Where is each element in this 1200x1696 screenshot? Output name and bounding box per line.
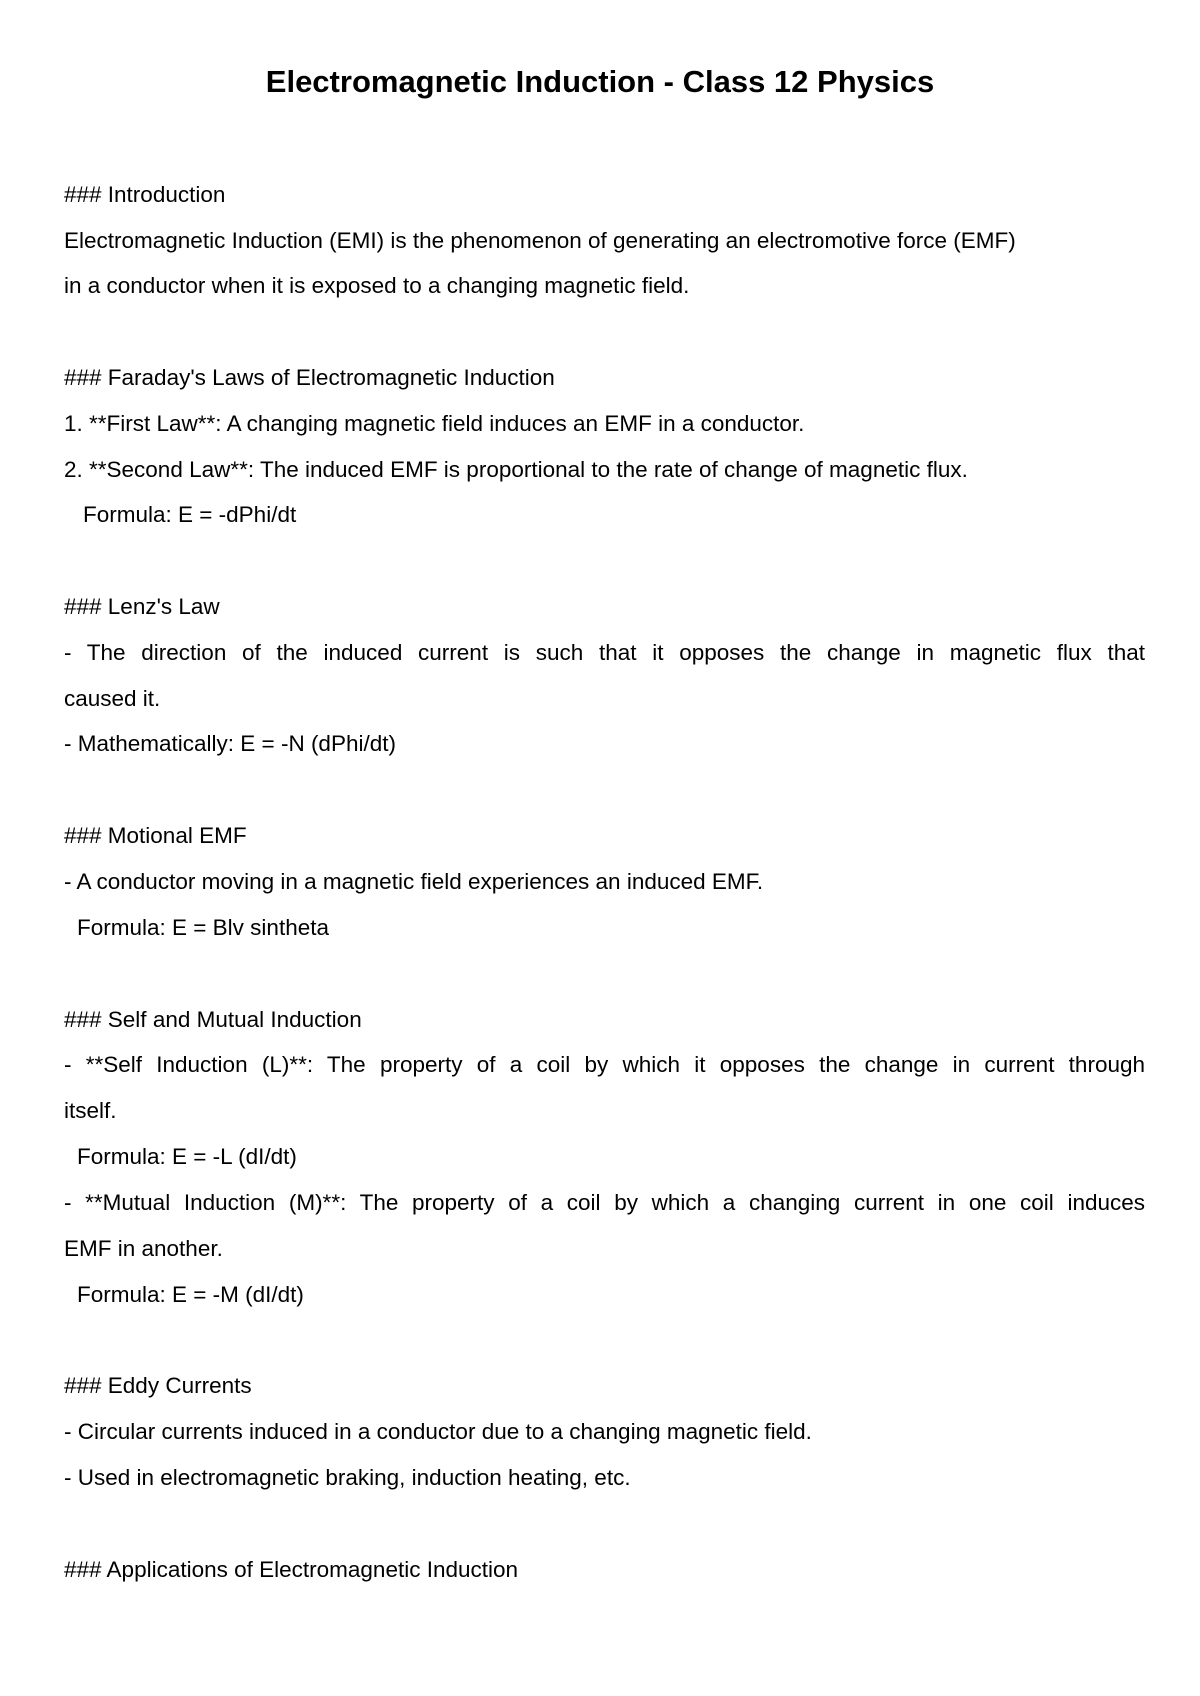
formula-line: Formula: E = -L (dI/dt) xyxy=(77,1144,297,1169)
list-item: - Circular currents induced in a conductor due to a changing magnetic field. xyxy=(64,1419,812,1444)
heading-self-mutual-induction: ### Self and Mutual Induction xyxy=(64,1007,362,1032)
formula-line: Formula: E = Blv sintheta xyxy=(77,915,329,940)
paragraph-line: in a conductor when it is exposed to a changing magnetic field. xyxy=(64,273,690,298)
list-item: - **Mutual Induction (M)**: The property of a coil by which a changing current in one coil induces xyxy=(64,1190,1145,1215)
list-item: - The direction of the induced current is such that it opposes the change in magnetic flux that xyxy=(64,640,1145,665)
list-item: - A conductor moving in a magnetic field experiences an induced EMF. xyxy=(64,869,764,894)
heading-faradays-laws: ### Faraday's Laws of Electromagnetic Induction xyxy=(64,365,555,390)
list-item: - **Self Induction (L)**: The property of a coil by which it opposes the change in current through xyxy=(64,1052,1145,1077)
list-item: 1. **First Law**: A changing magnetic field induces an EMF in a conductor. xyxy=(64,411,805,436)
heading-motional-emf: ### Motional EMF xyxy=(64,823,247,848)
heading-eddy-currents: ### Eddy Currents xyxy=(64,1373,252,1398)
document-title: Electromagnetic Induction - Class 12 Physics xyxy=(265,64,935,99)
list-item: 2. **Second Law**: The induced EMF is proportional to the rate of change of magnetic flux. xyxy=(64,457,968,482)
heading-lenzs-law: ### Lenz's Law xyxy=(64,594,220,619)
heading-introduction: ### Introduction xyxy=(64,182,226,207)
formula-line: Formula: E = -M (dI/dt) xyxy=(77,1282,304,1307)
list-item: - Mathematically: E = -N (dPhi/dt) xyxy=(64,731,396,756)
paragraph-line: Electromagnetic Induction (EMI) is the phenomenon of generating an electromotive force (EMF) xyxy=(64,228,1016,253)
paragraph-line: itself. xyxy=(64,1098,117,1123)
paragraph-line: EMF in another. xyxy=(64,1236,223,1261)
list-item: - Used in electromagnetic braking, induction heating, etc. xyxy=(64,1465,631,1490)
formula-line: Formula: E = -dPhi/dt xyxy=(83,502,297,527)
paragraph-line: caused it. xyxy=(64,686,161,711)
heading-applications: ### Applications of Electromagnetic Induction xyxy=(64,1557,519,1582)
